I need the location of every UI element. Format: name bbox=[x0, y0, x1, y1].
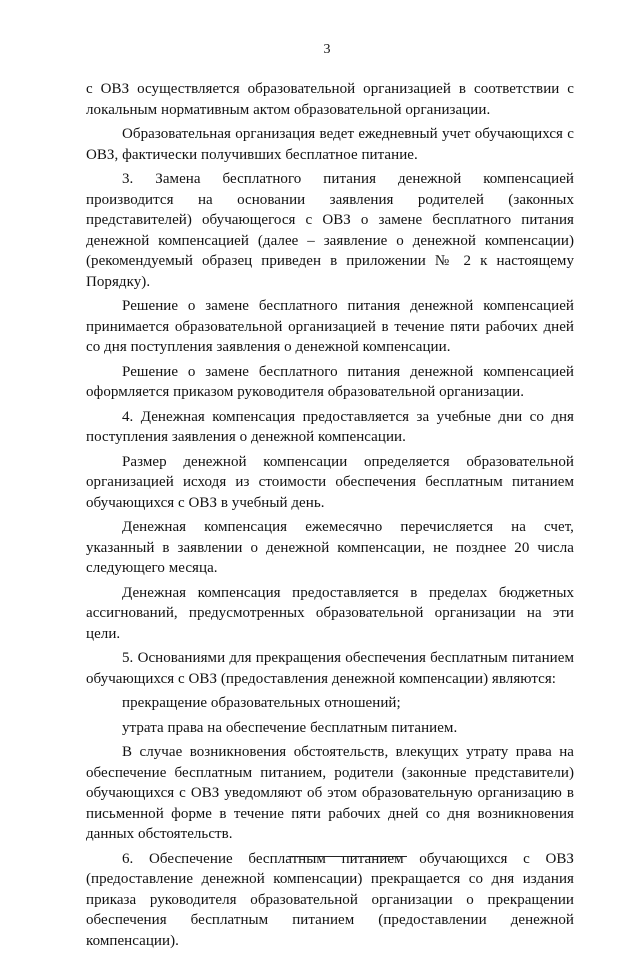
paragraph-monthly-transfer: Денежная компенсация ежемесячно перечисляется на счет, указанный в заявлении о денежной компенсации, не позднее 20 числа следующего месяца. bbox=[86, 519, 574, 576]
list-item-termination: прекращение образовательных отношений; bbox=[122, 695, 401, 711]
paragraph-daily-accounting: Образовательная организация ведет ежедневный учет обучающихся с ОВЗ, фактически получивших бесплатное питание. bbox=[86, 126, 574, 163]
paragraph-compensation-amount: Размер денежной компенсации определяется образовательной организацией исходя из стоимости обеспечения бесплатным питанием обучающихся с ОВЗ в учебный день. bbox=[86, 453, 574, 511]
paragraph-decision-timing: Решение о замене бесплатного питания денежной компенсацией принимается образовательной организацией в течение пяти рабочих дней со дня поступления заявления о денежной компенсации. bbox=[86, 298, 574, 355]
list-item-loss-of-right: утрата права на обеспечение бесплатным питанием. bbox=[122, 719, 458, 736]
paragraph-item-5: 5. Основаниями для прекращения обеспечения бесплатным питанием обучающихся с ОВЗ (предоставления денежной компенсации) являются: bbox=[86, 650, 574, 687]
paragraph-continuation: с ОВЗ осуществляется образовательной организацией в соответствии с локальным нормативным актом образовательной организации. bbox=[86, 81, 574, 118]
end-divider-line bbox=[288, 856, 407, 857]
paragraph-item-3: 3. Замена бесплатного питания денежной компенсацией производится на основании заявления родителей (законных представителей) обучающегося с ОВЗ о замене бесплатного питания денежной компенсацией (далее – заявление о денежной компенсации) (рекомендуемый образец приведен в приложении № 2 к настоящему Порядку). bbox=[86, 171, 574, 290]
page-number: 3 bbox=[323, 42, 331, 57]
paragraph-budget-limits: Денежная компенсация предоставляется в пределах бюджетных ассигнований, предусмотренных образовательной организации на эти цели. bbox=[86, 584, 574, 642]
paragraph-decision-order: Решение о замене бесплатного питания денежной компенсацией оформляется приказом руководителя образовательной организации. bbox=[86, 363, 574, 400]
document-body bbox=[86, 79, 574, 955]
paragraph-item-4: 4. Денежная компенсация предоставляется за учебные дни со дня поступления заявления о денежной компенсации. bbox=[86, 408, 574, 445]
paragraph-item-6: 6. Обеспечение бесплатным питанием обучающихся с ОВЗ (предоставление денежной компенсации) прекращается со дня издания приказа руководителя образовательной организации о прекращении обеспечения бесплатным питанием (предоставлении денежной компенсации). bbox=[86, 850, 574, 949]
paragraph-notification: В случае возникновения обстоятельств, влекущих утрату права на обеспечение бесплатным питанием, родители (законные представители) обучающихся с ОВЗ уведомляют об этом образовательную организацию в письменной форме в течение пяти рабочих дней со дня возникновения данных обстоятельств. bbox=[86, 744, 574, 842]
